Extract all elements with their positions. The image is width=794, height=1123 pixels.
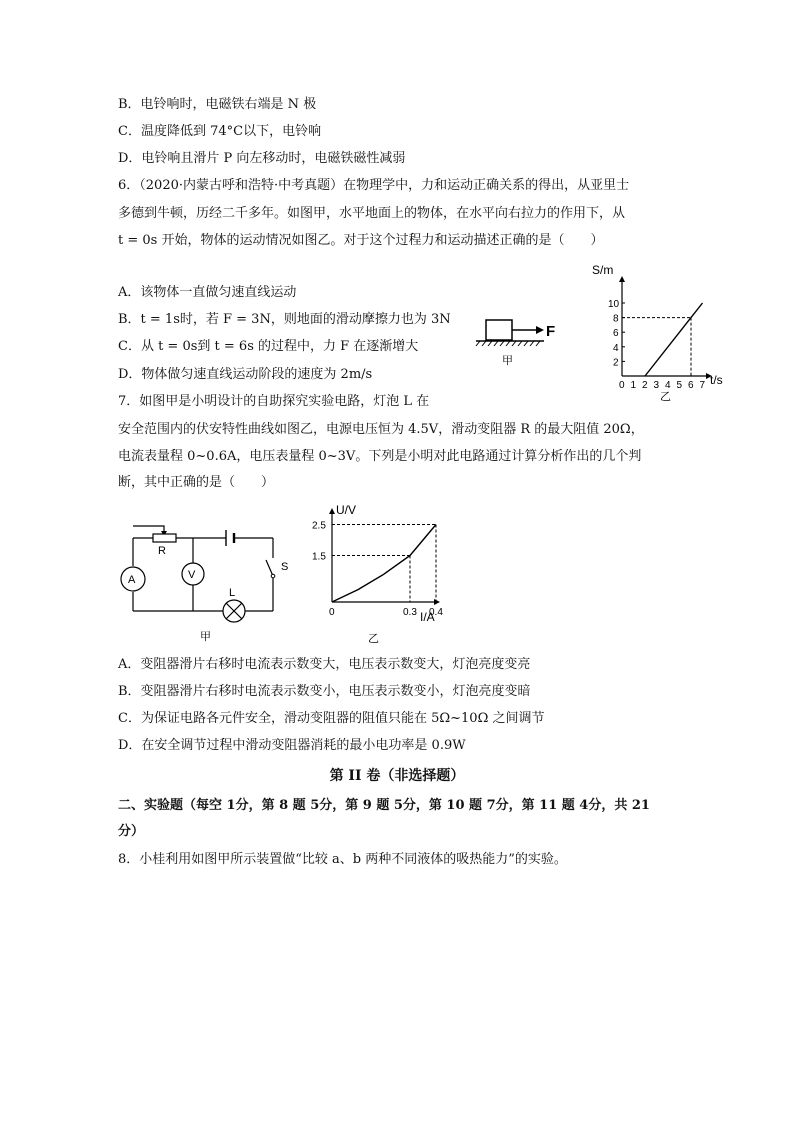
- x-tick-label: 2: [642, 380, 648, 391]
- q8-stem: 8．小桂利用如图甲所示装置做“比较 a、b 两种不同液体的吸热能力”的实验。: [118, 852, 567, 867]
- rheostat-label: R: [158, 545, 166, 557]
- x-axis-label: t/s: [710, 373, 723, 387]
- y-tick-label: 2.5: [312, 520, 326, 532]
- x-tick-label: 0: [619, 380, 625, 391]
- figure-caption: 甲: [502, 355, 513, 367]
- section-header-line-1: 二、实验题（每空 1分，第 8 题 5分，第 9 题 5分，第 10 题 7分，第 11 题 4分，共 21: [118, 798, 650, 813]
- rheostat-R: [153, 534, 176, 542]
- y-tick-label: 1.5: [312, 551, 326, 563]
- y-axis-arrow: [619, 276, 625, 282]
- q6-option-b: B．t = 1s时，若 F = 3N，则地面的滑动摩擦力也为 3N: [118, 312, 451, 327]
- x-axis-arrow: [434, 599, 440, 605]
- x-tick-label: 7: [699, 380, 706, 391]
- y-tick-label: 6: [613, 328, 619, 340]
- chart-caption: 乙: [368, 633, 379, 645]
- force-arrow: [536, 326, 544, 334]
- q7-stem-line-2: 安全范围内的伏安特性曲线如图乙，电源电压恒为 4.5V，滑动变阻器 R 的最大阻值 20Ω，: [118, 422, 644, 437]
- q6-stem-line-2: 多德到牛顿，历经二千多年。如图甲，水平地面上的物体，在水平向右拉力的作用下，从: [118, 206, 626, 221]
- q7-option-d: D．在安全调节过程中滑动变阻器消耗的最小电功率是 0.9W: [118, 738, 466, 753]
- q5-option-c: C．温度降低到 74°C以下，电铃响: [118, 124, 322, 139]
- q5-option-b: B．电铃响时，电磁铁右端是 N 极: [118, 97, 317, 112]
- q7-option-b: B．变阻器滑片右移时电流表示数变小，电压表示数变小，灯泡亮度变暗: [118, 684, 531, 699]
- q7-stem-line-3: 电流表量程 0~0.6A，电压表量程 0~3V。下列是小明对此电路通过计算分析作出的几个判: [118, 449, 642, 464]
- block: [486, 320, 512, 340]
- q6-option-a: A．该物体一直做匀速直线运动: [118, 285, 297, 300]
- switch-label: S: [281, 561, 289, 573]
- lamp-label: L: [229, 587, 236, 599]
- x-tick-label: 4: [665, 380, 671, 391]
- q7-stem-line-1: 7．如图甲是小明设计的自助探究实验电路，灯泡 L 在: [118, 394, 430, 409]
- y-tick-label: 8: [613, 313, 619, 325]
- x-tick-label: 0.3: [403, 607, 417, 618]
- x-tick-label: 1: [630, 380, 637, 391]
- series-curve: [332, 525, 436, 603]
- voltmeter-label: V: [188, 569, 196, 581]
- ammeter-label: A: [128, 574, 136, 586]
- u-i-chart: [306, 500, 456, 650]
- y-tick-label: 2: [613, 357, 619, 369]
- y-axis-label: U/V: [336, 503, 357, 517]
- y-axis-label: S/m: [592, 263, 614, 277]
- series-line: [645, 303, 703, 376]
- q7-option-c: C．为保证电路各元件安全，滑动变阻器的阻值只能在 5Ω~10Ω 之间调节: [118, 711, 545, 726]
- y-tick-label: 10: [608, 299, 620, 310]
- x-tick-label: 0.4: [429, 607, 443, 618]
- x-tick-label: 5: [676, 380, 683, 391]
- force-label: F: [546, 323, 556, 340]
- x-axis-label: I/A: [420, 610, 435, 624]
- y-axis-arrow: [329, 508, 335, 514]
- q6-figure-jia: [470, 312, 570, 372]
- x-tick-label: 3: [653, 380, 660, 391]
- y-tick-label: 4: [613, 342, 619, 354]
- section-header-line-2: 分）: [118, 824, 145, 839]
- figure-caption: 甲: [200, 631, 211, 643]
- q6-stem-line-3: t = 0s 开始，物体的运动情况如图乙。对于这个过程力和运动描述正确的是（ ）: [118, 233, 604, 248]
- q6-option-d: D．物体做匀速直线运动阶段的速度为 2m/s: [118, 367, 373, 382]
- q6-option-c: C．从 t = 0s到 t = 6s 的过程中，力 F 在逐渐增大: [118, 339, 419, 354]
- x-tick-label: 0: [329, 607, 335, 618]
- q7-circuit-diagram: [118, 516, 298, 648]
- q7-stem-line-4: 断，其中正确的是（ ）: [118, 475, 275, 490]
- q5-option-d: D．电铃响且滑片 P 向左移动时，电磁铁磁性减弱: [118, 151, 406, 166]
- section-title: 第 II 卷（非选择题）: [329, 768, 465, 784]
- switch-S: [266, 560, 273, 576]
- x-tick-label: 6: [688, 380, 694, 391]
- q6-stem-line-1: 6．（2020·内蒙古呼和浩特·中考真题）在物理学中，力和运动正确关系的得出，从亚里士: [118, 178, 630, 193]
- s-t-chart: [588, 262, 738, 402]
- chart-caption: 乙: [660, 391, 671, 402]
- q7-option-a: A．变阻器滑片右移时电流表示数变大，电压表示数变大，灯泡亮度变亮: [118, 657, 531, 672]
